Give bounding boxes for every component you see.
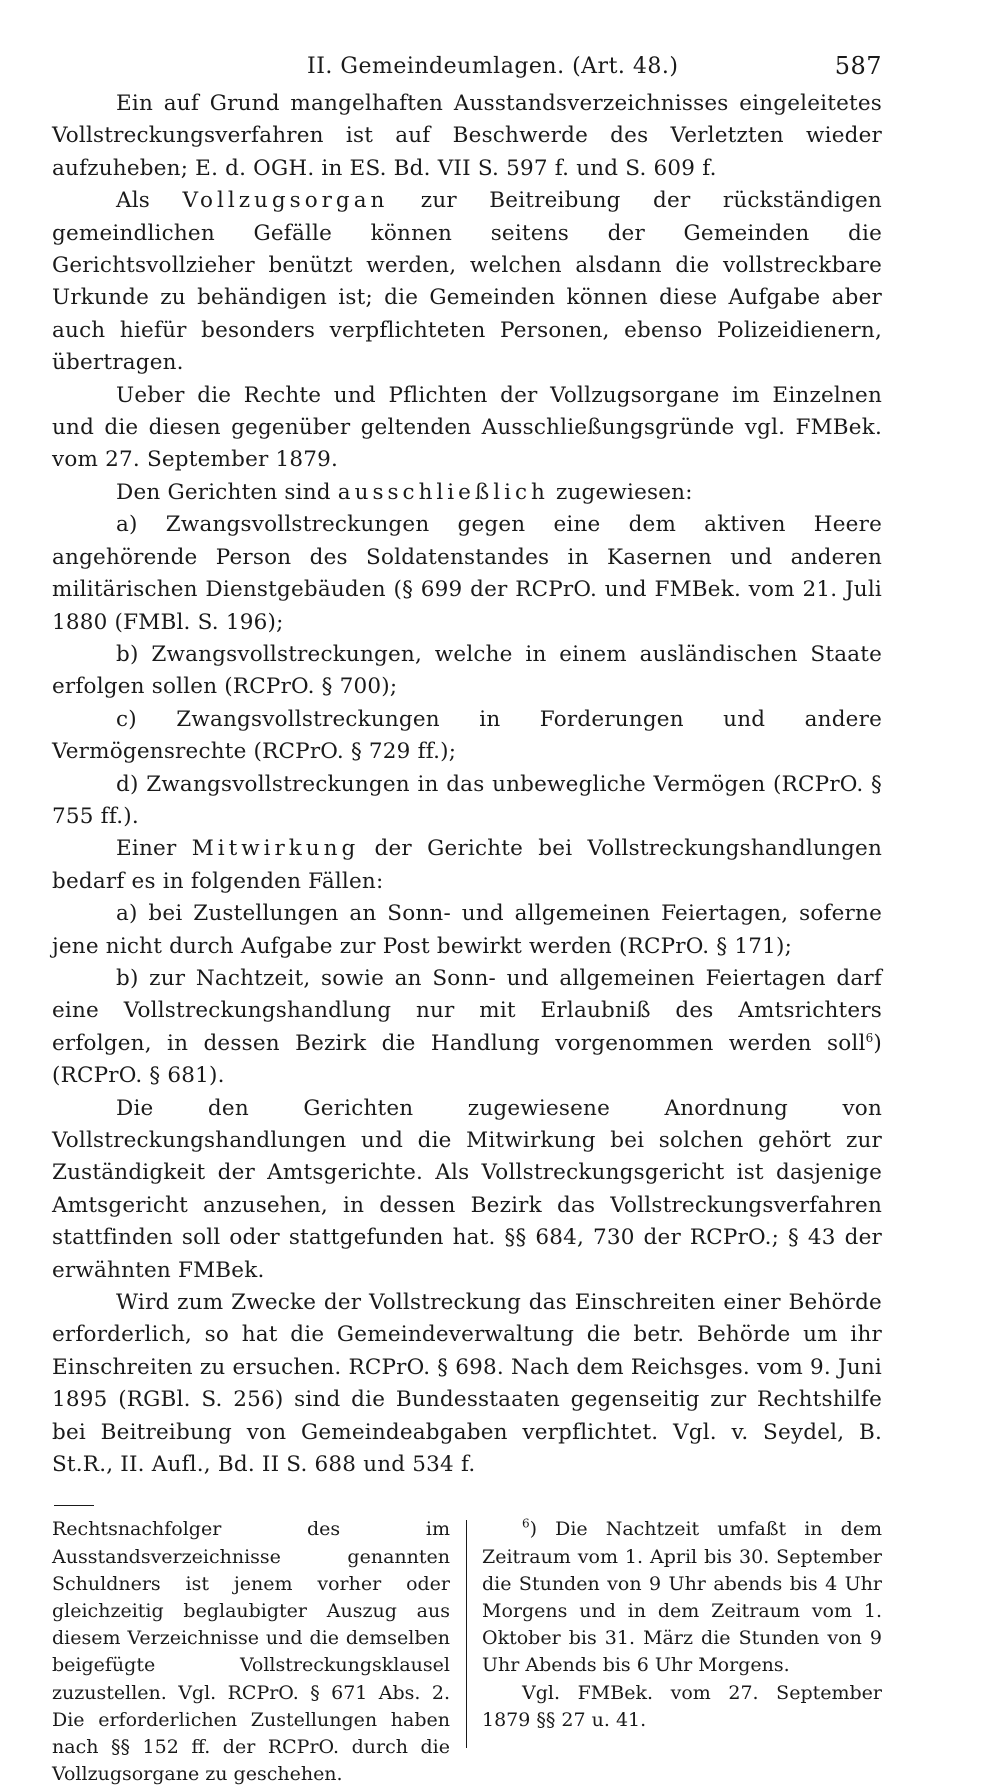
paragraph-rest: der Gerichte bei Vollstreckungshandlungen bedarf es in folgenden Fällen: (52, 836, 882, 894)
paragraph: Die den Gerichten zugewiesene Anordnung von Vollstreckungshandlungen und die Mitwirkung bei solchen gehört zur Zuständigkeit der Amtsgerichte. Als Vollstreckungsgericht ist dasjenige Amtsgericht anzusehen, in dessen Bezirk das Vollstreckungsverfahren stattfinden soll oder stattgefunden hat. §§ 684, 730 der RCPrO.; § 43 der erwähnten FMBek. (52, 1095, 882, 1283)
footnotes (52, 1516, 882, 1786)
paragraph-rest: zur Beitreibung der rückständigen gemeindlichen Gefälle können seitens der Gemeinden die Gerichtsvollzieher benützt werden, welchen alsdann die vollstreckbare Urkunde zu behändigen ist; die Gemeinden können diese Aufgabe aber auch hiefür besonders verpflichteten Personen, ebenso Polizeidienern, übertragen. (52, 188, 882, 376)
footnote-left-column (52, 1516, 450, 1788)
footnote-marker: 6 (522, 1517, 530, 1532)
list-item: b) Zwangsvollstreckungen, welche in einem ausländischen Staate erfolgen sollen (RCPrO. § 700); (52, 641, 882, 700)
footnote-marker: 6 (865, 1030, 874, 1045)
footnote-rule (54, 1505, 94, 1506)
paragraph: Ueber die Rechte und Pflichten der Vollzugsorgane im Einzelnen und die diesen gegenüber geltenden Ausschließungsgründe vgl. FMBek. vom 27. September 1879. (52, 382, 882, 473)
list-item-text: b) zur Nachtzeit, sowie an Sonn- und allgemeinen Feiertagen darf eine Vollstreckungshandlung nur mit Erlaubniß des Amtsrichters erfolgen, in dessen Bezirk die Handlung vorgenommen werden soll (52, 965, 882, 1056)
page-number: 587 (834, 52, 882, 80)
paragraph-lead: Einer (116, 836, 177, 862)
column-divider (466, 1520, 467, 1748)
spaced-term: Vollzugsorgan (182, 188, 389, 214)
footnote-body: ) Die Nachtzeit umfaßt in dem Zeitraum vom 1. April bis 30. September die Stunden von 9 Uhr abends bis 4 Uhr Morgens und in dem Zeitraum vom 1. Oktober bis 31. März die Stunden von 9 Uhr Abends bis 6 Uhr Morgens. (482, 1518, 882, 1677)
paragraph-lead: Als (116, 188, 151, 214)
spaced-term: Mitwirkung (191, 836, 360, 862)
list-item: a) Zwangsvollstreckungen gegen eine dem aktiven Heere angehörende Person des Soldatenstandes in Kasernen und anderen militärischen Dienstgebäuden (§ 699 der RCPrO. und FMBek. vom 21. Juli 1880 (FMBl. S. 196); (52, 512, 882, 635)
paragraph (52, 833, 882, 898)
spaced-term: ausschließlich (337, 479, 549, 505)
paragraph (52, 185, 882, 379)
paragraph: Ein auf Grund mangelhaften Ausstandsverzeichnisses eingeleitetes Vollstreckungsverfahren ist auf Beschwerde des Verletzten wieder aufzuheben; E. d. OGH. in ES. Bd. VII S. 597 f. und S. 609 f. (52, 91, 882, 181)
footnote-right-column (482, 1516, 882, 1734)
footnote-text: Vgl. FMBek. vom 27. September 1879 §§ 27 u. 41. (482, 1681, 882, 1731)
paragraph (52, 477, 882, 509)
main-text (52, 88, 882, 1481)
running-head (52, 48, 882, 88)
footnote-text (482, 1516, 882, 1679)
paragraph-lead: Den Gerichten sind (116, 479, 331, 505)
list-item: a) bei Zustellungen an Sonn- und allgemeinen Feiertagen, soferne jene nicht durch Aufgabe zur Post bewirkt werden (RCPrO. § 171); (52, 901, 882, 959)
list-item (52, 963, 882, 1093)
paragraph: Wird zum Zwecke der Vollstreckung das Einschreiten einer Behörde erforderlich, so hat die Gemeindeverwaltung die betr. Behörde um ihr Einschreiten zu ersuchen. RCPrO. § 698. Nach dem Reichsges. vom 9. Juni 1895 (RGBl. S. 256) sind die Bundesstaaten gegenseitig zur Rechtshilfe bei Beitreibung von Gemeindeabgaben verpflichtet. Vgl. v. Seydel, B. St.R., II. Aufl., Bd. II S. 688 und 534 f. (52, 1290, 882, 1478)
list-item-text: ) (RCPrO. § 681). (52, 1030, 882, 1089)
running-title: II. Gemeindeumlagen. (Art. 48.) (307, 54, 679, 79)
paragraph-rest: zugewiesen: (555, 479, 693, 505)
footnote-text: Rechtsnachfolger des im Ausstandsverzeichnisse genannten Schuldners ist jenem vorher oder gleichzeitig beglaubigter Auszug aus diesem Verzeichnisse und die demselben beigefügte Vollstreckungsklausel zuzustellen. Vgl. RCPrO. § 671 Abs. 2. Die erforderlichen Zustellungen haben nach §§ 152 ff. der RCPrO. durch die Vollzugsorgane zu geschehen. (52, 1518, 450, 1786)
document-page (52, 48, 882, 1786)
list-item: c) Zwangsvollstreckungen in Forderungen und andere Vermögensrechte (RCPrO. § 729 ff.); (52, 706, 882, 765)
list-item: d) Zwangsvollstreckungen in das unbewegliche Vermögen (RCPrO. § 755 ff.). (52, 771, 882, 829)
